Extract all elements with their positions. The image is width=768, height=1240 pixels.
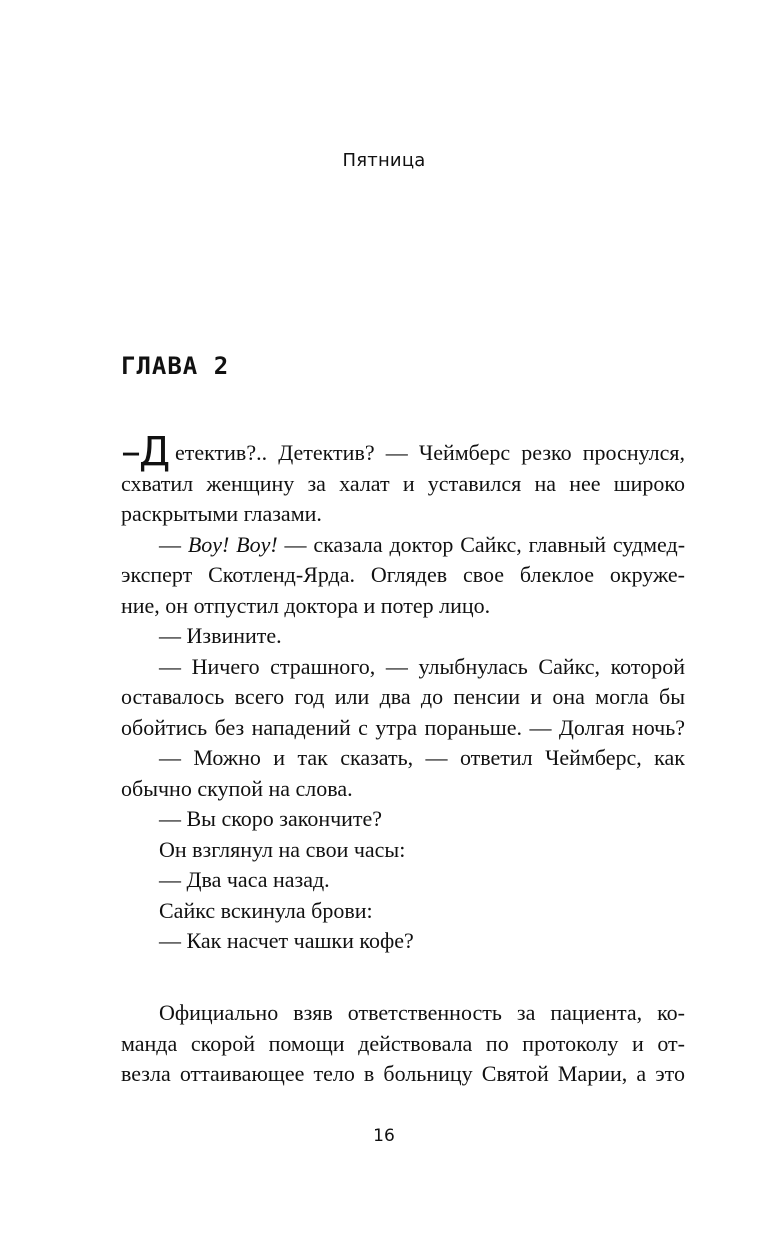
text-line: — Два часа назад. bbox=[159, 867, 330, 892]
text-line: раскрытыми глазами. bbox=[121, 501, 322, 526]
chapter-title: ГЛАВА 2 bbox=[121, 352, 230, 380]
text-line: манда скорой помощи действовала по протоколу и от- bbox=[121, 1030, 685, 1056]
text-line: везла оттаивающее тело в больницу Святой Марии, а это bbox=[121, 1061, 685, 1086]
text-line: — Можно и так сказать, — ответил Чеймберс, как bbox=[159, 745, 685, 770]
text-line: схватил женщину за халат и уставился на нее широко bbox=[121, 470, 685, 496]
dialogue-dash: — bbox=[159, 531, 188, 557]
text-line: ние, он отпустил доктора и потер лицо. bbox=[121, 592, 491, 618]
text-line: — Вы скоро закончите? bbox=[159, 806, 383, 831]
text-line: Сайкс вскинула брови: bbox=[159, 897, 373, 923]
text-line-content: етектив?.. Детектив? — Чеймберс резко проснулся, bbox=[175, 440, 685, 465]
running-head: Пятница bbox=[342, 150, 426, 171]
page-number: 16 bbox=[373, 1126, 395, 1146]
text-line: — Извините. bbox=[159, 623, 282, 648]
text-line: Он взглянул на свои часы: bbox=[159, 836, 406, 862]
drop-cap: –Д bbox=[121, 429, 169, 475]
text-line: обойтись без нападений с утра пораньше. — Долгая ночь? bbox=[121, 714, 685, 740]
text-line: Официально взяв ответственность за пациента, ко- bbox=[159, 1000, 685, 1025]
text-line bbox=[121, 429, 685, 475]
text-line: эксперт Скотленд-Ярда. Оглядев свое блеклое окруже- bbox=[121, 562, 685, 587]
text-line: оставалось всего год или два до пенсии и она могла бы bbox=[121, 684, 685, 709]
chapter-text bbox=[121, 429, 686, 957]
text-line-content: — сказала доктор Сайкс, главный судмед- bbox=[277, 531, 686, 557]
text-line: — Как насчет чашки кофе? bbox=[159, 928, 414, 953]
emphasis-text: Boy! Boy! bbox=[187, 531, 278, 557]
text-line: обычно скупой на слова. bbox=[121, 775, 353, 801]
text-line: — Ничего страшного, — улыбнулась Сайкс, которой bbox=[159, 653, 685, 679]
text-line bbox=[121, 530, 685, 561]
section-text bbox=[121, 998, 685, 1090]
